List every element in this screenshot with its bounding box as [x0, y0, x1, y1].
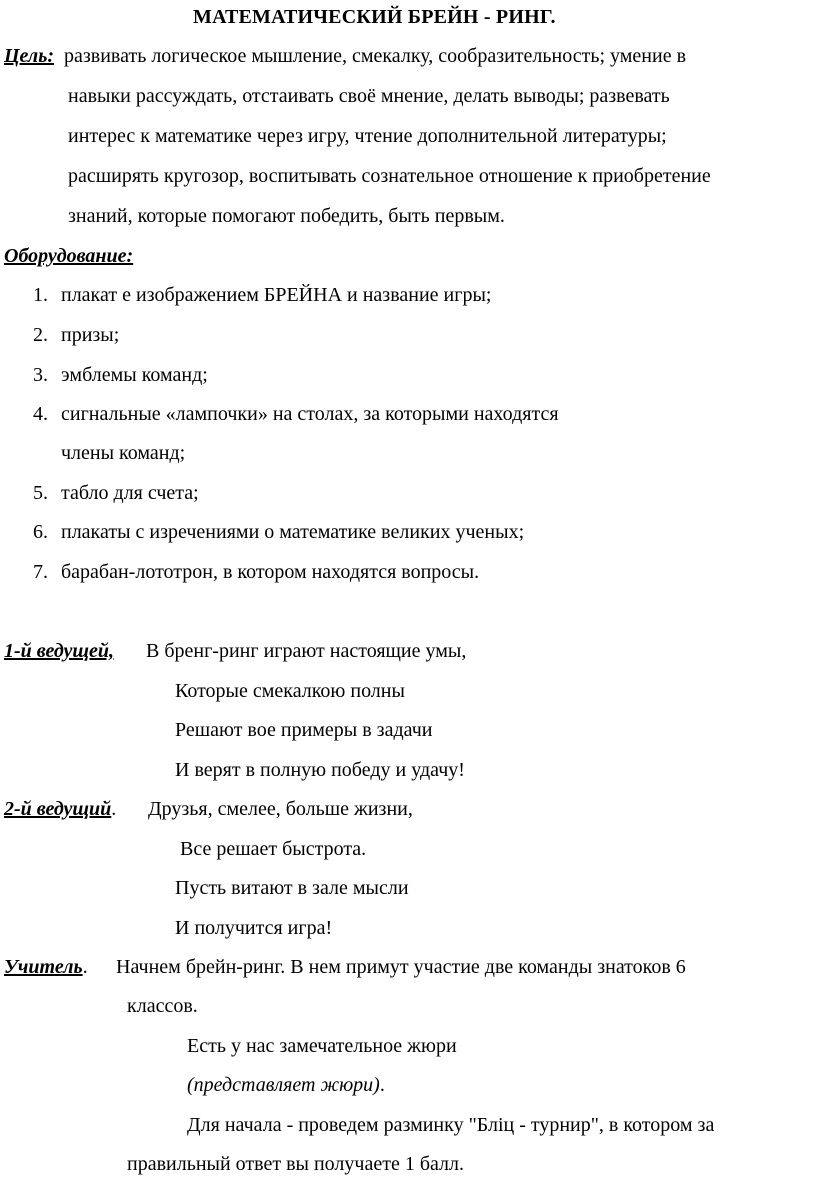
teacher-label: Учитель — [4, 956, 83, 978]
goal-text-line: навыки рассуждать, отстаивать своё мнение, делать выводы; развевать — [68, 85, 670, 107]
goal-label: Цель: — [4, 45, 54, 67]
verse-line: В бренг-ринг играют настоящие умы, — [146, 640, 467, 662]
list-item: барабан-лототрон, в котором находятся вопросы. — [61, 561, 480, 583]
list-item: эмблемы команд; — [61, 364, 208, 386]
list-item-number: 1. — [33, 284, 48, 306]
verse-line: Которые смекалкою полны — [175, 680, 405, 702]
teacher-label-punct: . — [82, 956, 88, 978]
list-item: табло для счета; — [61, 482, 199, 504]
list-item: призы; — [61, 324, 120, 346]
goal-text-line: расширять кругозор, воспитывать сознательное отношение к приобретение — [68, 165, 711, 187]
teacher-text-line: Начнем брейн-ринг. В нем примут участие две команды знатоков 6 — [116, 956, 686, 978]
teacher-stage-direction-wrap — [187, 1075, 385, 1095]
list-item-number: 3. — [33, 364, 48, 386]
verse-line: Решают вое примеры в задачи — [175, 719, 433, 741]
verse-line: И получится игра! — [175, 917, 333, 939]
list-item-continuation: члены команд; — [61, 442, 186, 464]
verse-line: Пусть витают в зале мысли — [175, 877, 409, 899]
list-item: сигнальные «лампочки» на столах, за которыми находятся — [61, 403, 559, 425]
teacher-text-line: правильный ответ вы получаете 1 балл. — [127, 1153, 465, 1175]
teacher-label-wrap — [4, 957, 88, 977]
list-item-number: 4. — [33, 403, 48, 425]
page-title: МАТЕМАТИЧЕСКИЙ БРЕЙН - РИНГ. — [193, 6, 556, 28]
verse-line: И верят в полную победу и удачу! — [175, 759, 465, 781]
goal-text-line: знаний, которые помогают победить, быть первым. — [68, 205, 505, 227]
teacher-stage-direction-punct: . — [379, 1074, 385, 1096]
goal-text-line: развивать логическое мышление, смекалку, сообразительность; умение в — [64, 45, 687, 67]
list-item-number: 2. — [33, 324, 48, 346]
list-item: плакат е изображением БРЕЙНА и название игры; — [61, 284, 492, 306]
host2-label-wrap — [4, 799, 116, 819]
teacher-stage-direction: (представляет жюри) — [187, 1074, 380, 1096]
host2-label-punct: . — [111, 798, 117, 820]
list-item-number: 6. — [33, 521, 48, 543]
verse-line: Друзья, смелее, больше жизни, — [148, 798, 413, 820]
teacher-text-line: Для начала - проведем разминку "Бліц - турнир", в котором за — [187, 1114, 715, 1136]
host1-label: 1-й ведущей, — [4, 640, 115, 662]
list-item-number: 5. — [33, 482, 48, 504]
list-item-number: 7. — [33, 561, 48, 583]
list-item: плакаты с изречениями о математике великих ученых; — [61, 521, 525, 543]
equipment-label: Оборудование: — [4, 245, 134, 267]
verse-line: Все решает быстрота. — [180, 838, 367, 860]
teacher-text-line: классов. — [127, 995, 198, 1017]
teacher-text-line: Есть у нас замечательное жюри — [187, 1035, 457, 1057]
goal-text-line: интерес к математике через игру, чтение дополнительной литературы; — [68, 125, 667, 147]
host2-label: 2-й ведущий — [4, 798, 112, 820]
